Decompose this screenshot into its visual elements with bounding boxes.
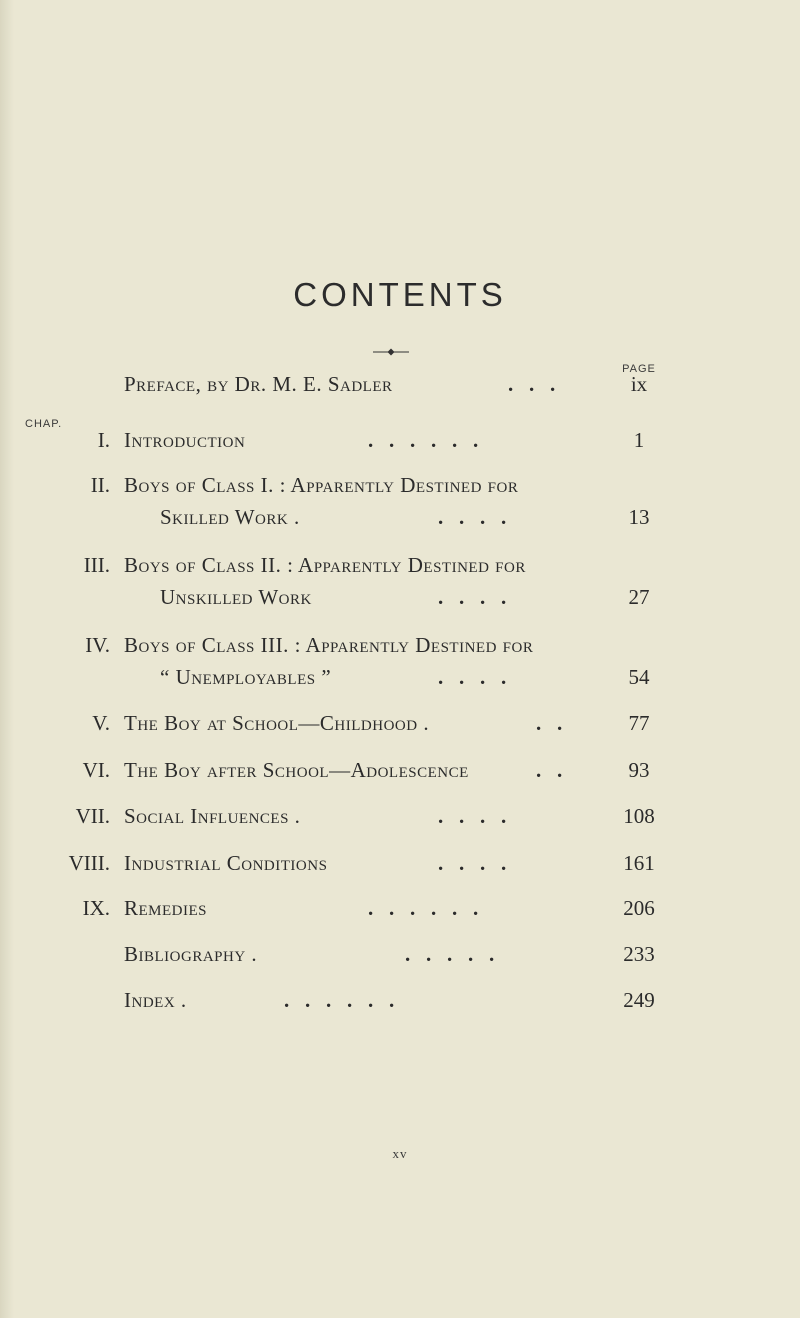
folio-page-number: xv [392, 1146, 408, 1161]
page-number: 13 [628, 505, 650, 529]
chapter-number: II. [90, 473, 110, 497]
chapter-title: The Boy at School—Childhood . [124, 711, 430, 735]
dot-leaders: . . . . [438, 585, 507, 609]
dot-leaders: . . . . . . [368, 428, 479, 452]
dot-leaders: . . . . . [405, 942, 495, 966]
dot-leaders: . . . . . . [284, 988, 395, 1012]
page-title: CONTENTS [293, 276, 507, 313]
page-number: 249 [623, 988, 655, 1012]
ornament-divider-icon [372, 347, 410, 357]
page-edge-shadow [0, 0, 14, 1318]
chapter-column-label: CHAP. [25, 418, 63, 430]
page-column-label: PAGE [622, 363, 656, 375]
chapter-number: VI. [82, 758, 110, 782]
chapter-number: IV. [85, 633, 110, 657]
chapter-title-continued: Skilled Work . [160, 505, 300, 529]
chapter-title: Index . [124, 988, 187, 1012]
page-number: 77 [628, 711, 650, 735]
chapter-title: Preface, by Dr. M. E. Sadler [124, 372, 393, 396]
page-number: 233 [623, 942, 655, 966]
chapter-number: V. [92, 711, 110, 735]
chapter-number: III. [83, 553, 110, 577]
page-number: 108 [623, 804, 655, 828]
chapter-title: Boys of Class I. : Apparently Destined for [124, 473, 519, 497]
page-number: 93 [628, 758, 650, 782]
chapter-title: Boys of Class II. : Apparently Destined for [124, 553, 526, 577]
dot-leaders: . . . [508, 372, 556, 396]
chapter-title-continued: “ Unemployables ” [160, 665, 332, 689]
page-number: 54 [628, 665, 650, 689]
chapter-title: Introduction [124, 428, 246, 452]
page-number: 161 [623, 851, 655, 875]
chapter-number: IX. [82, 896, 110, 920]
chapter-title: Industrial Conditions [124, 851, 328, 875]
chapter-title: Social Influences . [124, 804, 301, 828]
page-number: 1 [633, 428, 645, 452]
chapter-title-continued: Unskilled Work [160, 585, 312, 609]
chapter-number: I. [97, 428, 110, 452]
chapter-number: VIII. [68, 851, 110, 875]
chapter-title: Remedies [124, 896, 208, 920]
chapter-title: Bibliography . [124, 942, 258, 966]
dot-leaders: . . . . [438, 505, 507, 529]
chapter-title: Boys of Class III. : Apparently Destined for [124, 633, 534, 657]
dot-leaders: . . . . . . [368, 896, 479, 920]
page-number: ix [630, 372, 648, 396]
chapter-number: VII. [75, 804, 110, 828]
dot-leaders: . . . . [438, 665, 507, 689]
chapter-title: The Boy after School—Adolescence [124, 758, 469, 782]
dot-leaders: . . [536, 711, 563, 735]
page-number: 206 [623, 896, 655, 920]
dot-leaders: . . . . [438, 851, 507, 875]
page-number: 27 [628, 585, 650, 609]
dot-leaders: . . [536, 758, 563, 782]
dot-leaders: . . . . [438, 804, 507, 828]
